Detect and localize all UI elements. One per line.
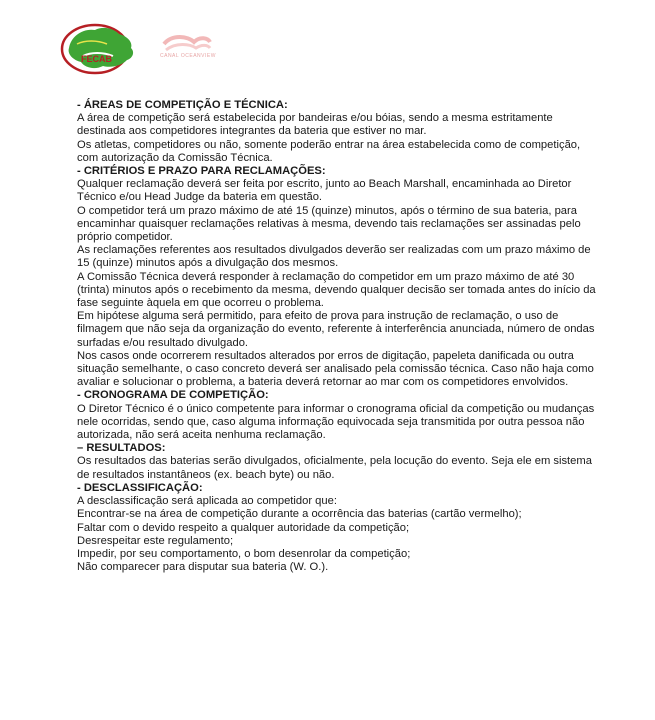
paragraph: O Diretor Técnico é o único competente para informar o cronograma oficial da competição ou mudanças nele ocorridas, sendo que, caso alguma informação equivocada seja transmitida por outra pessoa não autorizada, não será aceita nenhuma reclamação. [77,402,595,442]
page-header [0,0,655,90]
section-heading-desclassificacao: - DESCLASSIFICAÇÃO: [77,481,203,494]
fecab-logo [55,18,145,78]
list-item: Não comparecer para disputar sua bateria (W. O.). [77,561,329,574]
logo-text: FECAB [81,54,112,64]
paragraph: O competidor terá um prazo máximo de até 15 (quinze) minutos, após o término de sua bateria, para encaminhar quaisquer reclamações relativas à mesma, devendo tais reclamações ser assinadas pelo próprio competidor. [77,204,581,244]
paragraph: Os resultados das baterias serão divulgados, oficialmente, pela locução do evento. Seja ele em sistema de resultados instantâneos (ex. beach byte) ou não. [77,455,592,481]
paragraph: A Comissão Técnica deverá responder à reclamação do competidor em um prazo máximo de até 30 (trinta) minutos após o recebimento da mesma, devendo qualquer decisão ser tomada antes do início da fase seguinte àquela em que ocorreu o problema. [77,270,596,310]
list-item: Desrespeitar este regulamento; [77,534,234,547]
paragraph: Qualquer reclamação deverá ser feita por escrito, junto ao Beach Marshall, encaminhada ao Diretor Técnico e/ou Head Judge da bateria em questão. [77,178,572,204]
paragraph: Nos casos onde ocorrerem resultados alterados por erros de digitação, papeleta danificada ou outra situação semelhante, o caso concreto deverá ser analisado pela comissão técnica. Caso não haja como avaliar e solucionar o problema, a bateria deverá retornar ao mar com os competidores envolvidos. [77,349,594,389]
regulation-document [77,99,602,574]
list-item: Faltar com o devido respeito a qualquer autoridade da competição; [77,521,410,534]
section-heading-cronograma: - CRONOGRAMA DE COMPETIÇÃO: [77,389,269,402]
paragraph: A área de competição será estabelecida por bandeiras e/ou bóias, sendo a mesma estritamente destinada aos competidores integrantes da bateria que estiver no mar. [77,112,553,138]
section-heading-resultados: – RESULTADOS: [77,442,166,455]
list-item: Encontrar-se na área de competição durante a ocorrência das baterias (cartão vermelho); [77,508,522,521]
sponsor-logo [160,32,214,66]
list-item: Impedir, por seu comportamento, o bom desenrolar da competição; [77,547,411,560]
paragraph: Os atletas, competidores ou não, somente poderão entrar na área estabelecida como de competição, com autorização da Comissão Técnica. [77,138,581,164]
section-heading-reclamacoes: - CRITÉRIOS E PRAZO PARA RECLAMAÇÕES: [77,165,326,178]
paragraph: As reclamações referentes aos resultados divulgados deverão ser realizadas com um prazo máximo de 15 (quinze) minutos após a divulgação dos mesmos. [77,244,591,270]
sponsor-caption: CANAL OCEANVIEW [160,53,216,59]
section-heading-areas: - ÁREAS DE COMPETIÇÃO E TÉCNICA: [77,99,288,111]
paragraph: Em hipótese alguma será permitido, para efeito de prova para instrução de reclamação, o uso de filmagem que não seja da organização do evento, referente à interferência anunciada, número de ondas surfadas e/ou resultado divulgado. [77,310,595,349]
paragraph: A desclassificação será aplicada ao competidor que: [77,495,337,508]
